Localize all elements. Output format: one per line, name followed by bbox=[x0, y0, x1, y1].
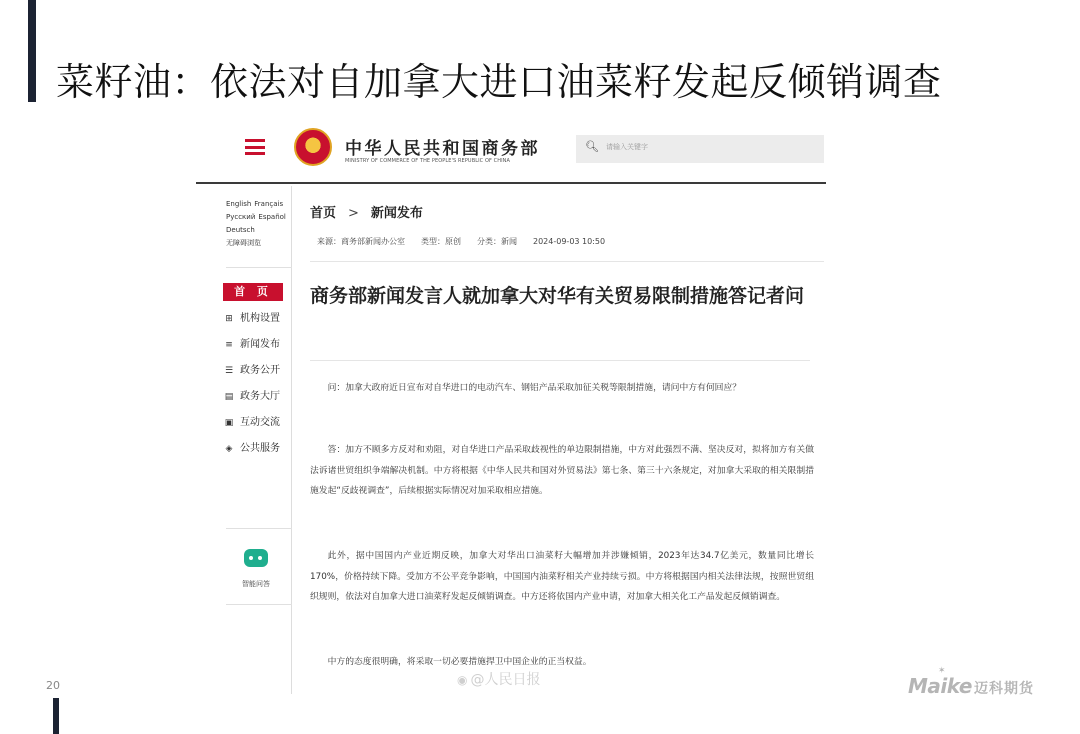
sidebar-item-label: 政务公开 bbox=[240, 365, 280, 376]
sidebar-item-home[interactable]: 首 页 bbox=[223, 283, 283, 301]
article-date: 2024-09-03 10:50 bbox=[533, 237, 606, 246]
sidebar-item-label: 公共服务 bbox=[240, 443, 280, 454]
maike-logo bbox=[908, 666, 1040, 704]
article-meta bbox=[317, 236, 621, 247]
weibo-watermark bbox=[457, 669, 540, 689]
diamond-icon: ◈ bbox=[225, 444, 233, 454]
article-paragraph: 答：加方不顾多方反对和劝阻，对自华进口产品采取歧视性的单边限制措施，中方对此强烈不满、坚决反对，拟将加方有关做法诉诸世贸组织争端解决机制。中方将根据《中华人民共和国对外贸易法》第七条、第三十六条规定，对加拿大采取的相关限制措施发起“反歧视调查”，后续根据实际情况对加采取相应措施。 bbox=[310, 445, 814, 496]
divider bbox=[310, 261, 824, 262]
sidebar-item-label: 新闻发布 bbox=[240, 339, 280, 350]
search-icon[interactable]: 🔍︎ bbox=[585, 140, 599, 153]
chatbot-icon[interactable] bbox=[244, 549, 268, 567]
logo-brand: Maike bbox=[908, 674, 972, 698]
monitor-icon: ▤ bbox=[224, 392, 234, 402]
lang-link-english[interactable]: English bbox=[226, 200, 252, 208]
sidebar-item-organization[interactable] bbox=[223, 310, 280, 328]
article-paragraph: 问：加拿大政府近日宣布对自华进口的电动汽车、钢铝产品采取加征关税等限制措施，请问中方有何回应？ bbox=[327, 383, 742, 393]
screenshot-panel bbox=[196, 122, 826, 694]
sidebar-item-label: 机构设置 bbox=[240, 313, 280, 324]
language-links bbox=[226, 198, 292, 250]
breadcrumb bbox=[310, 202, 423, 221]
divider bbox=[310, 360, 810, 361]
page-number: 20 bbox=[46, 679, 60, 692]
sidebar-item-public-service[interactable] bbox=[223, 440, 280, 458]
breadcrumb-home[interactable]: 首页 bbox=[310, 206, 337, 221]
lang-link-french[interactable]: Français bbox=[254, 200, 284, 208]
sidebar-item-interaction[interactable] bbox=[223, 414, 280, 432]
hamburger-icon[interactable] bbox=[245, 139, 265, 155]
article-paragraph: 中方的态度很明确，将采取一切必要措施捍卫中国企业的正当权益。 bbox=[327, 657, 592, 667]
site-name-english: MINISTRY OF COMMERCE OF THE PEOPLE'S REPUBLIC OF CHINA bbox=[345, 158, 511, 164]
sidebar-divider bbox=[226, 267, 292, 268]
lang-link-spanish[interactable]: Español bbox=[258, 213, 286, 221]
sidebar-item-news[interactable] bbox=[223, 336, 280, 354]
watermark-text: @人民日报 bbox=[470, 672, 541, 688]
lang-link-russian[interactable]: Русский bbox=[226, 213, 256, 221]
national-emblem-icon bbox=[294, 128, 332, 166]
article-type: 类型：原创 bbox=[421, 237, 461, 246]
sidebar-item-label: 互动交流 bbox=[240, 417, 280, 428]
article-title: 商务部新闻发言人就加拿大对华有关贸易限制措施答记者问 bbox=[310, 285, 805, 307]
lang-link-german[interactable]: Deutsch bbox=[226, 226, 255, 234]
sidebar-divider bbox=[226, 528, 292, 529]
article-paragraph: 此外，据中国国内产业近期反映，加拿大对华出口油菜籽大幅增加并涉嫌倾销，2023年达34.7亿美元，数量同比增长170%，价格持续下降。受加方不公平竞争影响，中国国内油菜籽相关产业持续亏损。中方将根据国内相关法律法规，按照世贸组织规则，依法对自加拿大进口油菜籽发起反倾销调查。中方还将依国内产业申请，对加拿大相关化工产品发起反倾销调查。 bbox=[310, 551, 814, 602]
accent-bar-top bbox=[28, 0, 36, 102]
list-icon: ≡ bbox=[225, 340, 233, 350]
breadcrumb-separator: > bbox=[348, 206, 359, 221]
sidebar-divider bbox=[226, 604, 292, 605]
logo-company-name: 迈科期货 bbox=[974, 681, 1034, 697]
sidebar-item-disclosure[interactable] bbox=[223, 362, 280, 380]
chat-icon: ▣ bbox=[224, 418, 234, 428]
grid-icon: ⊞ bbox=[225, 314, 233, 324]
slide-title: 菜籽油：依法对自加拿大进口油菜籽发起反倾销调查 bbox=[56, 60, 942, 104]
document-icon: ☰ bbox=[224, 366, 234, 376]
accent-bar-bottom bbox=[53, 698, 59, 734]
sidebar bbox=[196, 186, 292, 694]
site-name[interactable]: 中华人民共和国商务部 bbox=[345, 139, 540, 159]
article-category: 分类：新闻 bbox=[477, 237, 517, 246]
breadcrumb-current[interactable]: 新闻发布 bbox=[370, 206, 423, 221]
article-source: 来源：商务部新闻办公室 bbox=[317, 237, 405, 246]
sidebar-item-label: 政务大厅 bbox=[240, 391, 280, 402]
logo-mark-icon: ✶ bbox=[938, 666, 946, 676]
search-box[interactable] bbox=[576, 135, 824, 163]
weibo-icon: ◉ bbox=[457, 673, 468, 687]
assistant-label[interactable]: 智能问答 bbox=[242, 580, 270, 588]
accessibility-link[interactable]: 无障碍浏览 bbox=[226, 239, 261, 247]
search-input[interactable] bbox=[606, 143, 816, 151]
site-header bbox=[196, 122, 826, 184]
sidebar-item-service-hall[interactable] bbox=[223, 388, 280, 406]
